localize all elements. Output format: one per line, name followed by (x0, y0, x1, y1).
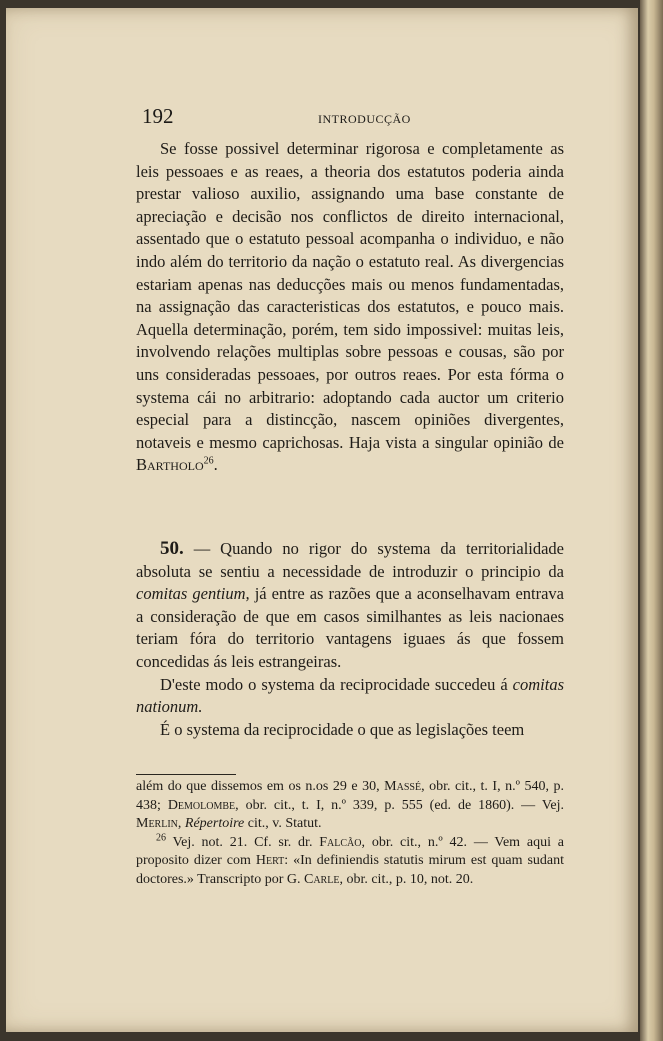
author-bartholo: Bartholo (136, 455, 204, 475)
page-edge (640, 0, 663, 1041)
term-comitas-gentium: comitas gentium, (136, 584, 250, 604)
footnotes (136, 778, 564, 890)
section-50 (136, 538, 564, 741)
section-number: 50. (160, 538, 184, 559)
paragraph-3: D'este modo o systema da reciprocidade succedeu á comitas nationum. (136, 674, 564, 717)
footnote-26: $^{26}$ Vej. not. 21. Cf. sr. dr. Falcão, obr. cit., n.º 42. — Vem aqui a proposito dizer com Hert: «In definiendis statutis mirum est quam sudant doctores.» Transcripto por G. Carle, obr. cit., p. 10, not. 20. (136, 832, 565, 887)
paragraph-2: 50. — Quando no rigor do systema da territorialidade absoluta se sentiu a necessidade de introduzir o principio da comitas gentium, já entre as razões que a aconselhavam entrava a consideração de que em casos similhantes as leis nacionaes teriam fóra do territorio vantagens iguaes ás que fossem concedidas ás leis estrangeiras. (136, 538, 565, 671)
page-number: 192 (142, 104, 174, 128)
footnote-divider (136, 774, 236, 775)
running-title: INTRODUCÇÃO (318, 112, 411, 126)
term-comitas-nationum: comitas nationum. (136, 674, 564, 717)
body-text (136, 138, 564, 477)
footnote-ref-26: 26 (203, 455, 214, 467)
paragraph-4: É o systema da reciprocidade o que as legislações teem (160, 719, 525, 739)
page-header (142, 104, 570, 128)
paragraph-1: Se fosse possivel determinar rigorosa e completamente as leis pessoaes e as reaes, a theoria dos estatutos poderia ainda prestar valioso auxilio, assignando uma base constante de apreciação e decisão nos conflictos de direito internacional, assentado que o estatuto pessoal acompanha o individuo, e não indo além do territorio da nação o estatuto real. As divergencias estariam apenas nas deducções mais ou menos fundamentadas, na assignação das caracteristicas dos estatutos, e pouco mais. Aquella determinação, porém, tem sido impossivel: muitas leis, involvendo relações multiplas sobre pessoas e cousas, são por uns consideradas pessoaes, por outros reaes. Por esta fórma o systema cái no arbitrario: adoptando cada auctor um criterio especial para a distincção, nascem opiniões divergentes, notaveis e mesmo caprichosas. Haja vista a singular opinião de Bartholo$^{26}$. (136, 139, 564, 475)
footnote-continuation: além do que dissemos em os n.os 29 e 30, Massé, obr. cit., t. I, n.º 540, p. 438; Demolombe, obr. cit., t. I, n.º 339, p. 555 (ed. de 1860). — Vej. Merlin, Répertoire cit., v. Statut. (136, 779, 565, 832)
